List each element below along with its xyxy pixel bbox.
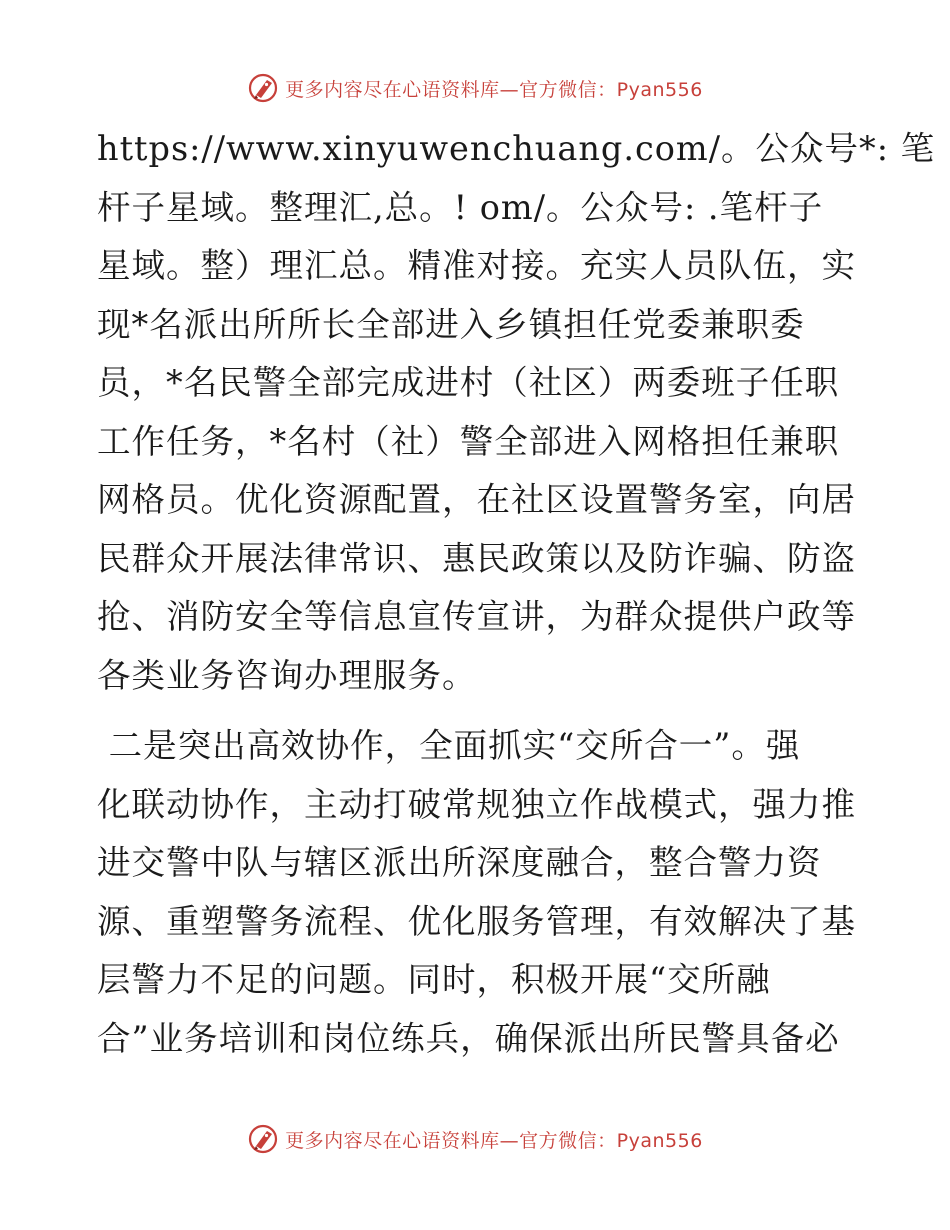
footer-banner [0,1123,950,1155]
text-line: 合”业务培训和岗位练兵，确保派出所民警具备必 [97,1018,840,1058]
text-line: 化联动协作，主动打破常规独立作战模式，强力推 [97,784,856,824]
text-line: 层警力不足的问题。同时，积极开展“交所融 [97,960,771,999]
text-line: 杆子星域。整理汇,总。! om/。公众号: .笔杆子 [97,187,824,227]
paragraph-1 [97,120,936,705]
text-line: 现*名派出所所长全部进入乡镇担任党委兼职委 [97,304,805,344]
header-banner-text: 更多内容尽在心语资料库—官方微信：Pyan556 [285,78,703,101]
text-line: 工作任务，*名村（社）警全部进入网格担任兼职 [97,421,840,461]
text-line: 源、重塑警务流程、优化服务管理，有效解决了基 [97,901,856,941]
text-line: 员，*名民警全部完成进村（社区）两委班子任职 [97,363,840,402]
text-line: 民群众开展法律常识、惠民政策以及防诈骗、防盗 [97,538,856,578]
pen-nib-logo-icon [247,1123,279,1155]
paragraph-2 [97,717,857,1068]
text-line: 进交警中队与辖区派出所深度融合，整合警力资 [97,843,822,882]
footer-banner-text: 更多内容尽在心语资料库—官方微信：Pyan556 [285,1129,703,1152]
header-banner [0,72,950,104]
text-line: 星域。整）理汇总。精准对接。充实人员队伍，实 [97,246,856,285]
document-body [97,120,936,1068]
text-line: 二是突出高效协作，全面抓实“交所合一”。强 [97,726,801,765]
text-line: https://www.xinyuwenchuang.com/。公众号*: 笔 [97,129,936,168]
text-line: 网格员。优化资源配置，在社区设置警务室，向居 [97,480,856,519]
text-line: 各类业务咨询办理服务。 [97,655,477,695]
pen-nib-logo-icon [247,72,279,104]
text-line: 抢、消防安全等信息宣传宣讲，为群众提供户政等 [97,597,856,636]
